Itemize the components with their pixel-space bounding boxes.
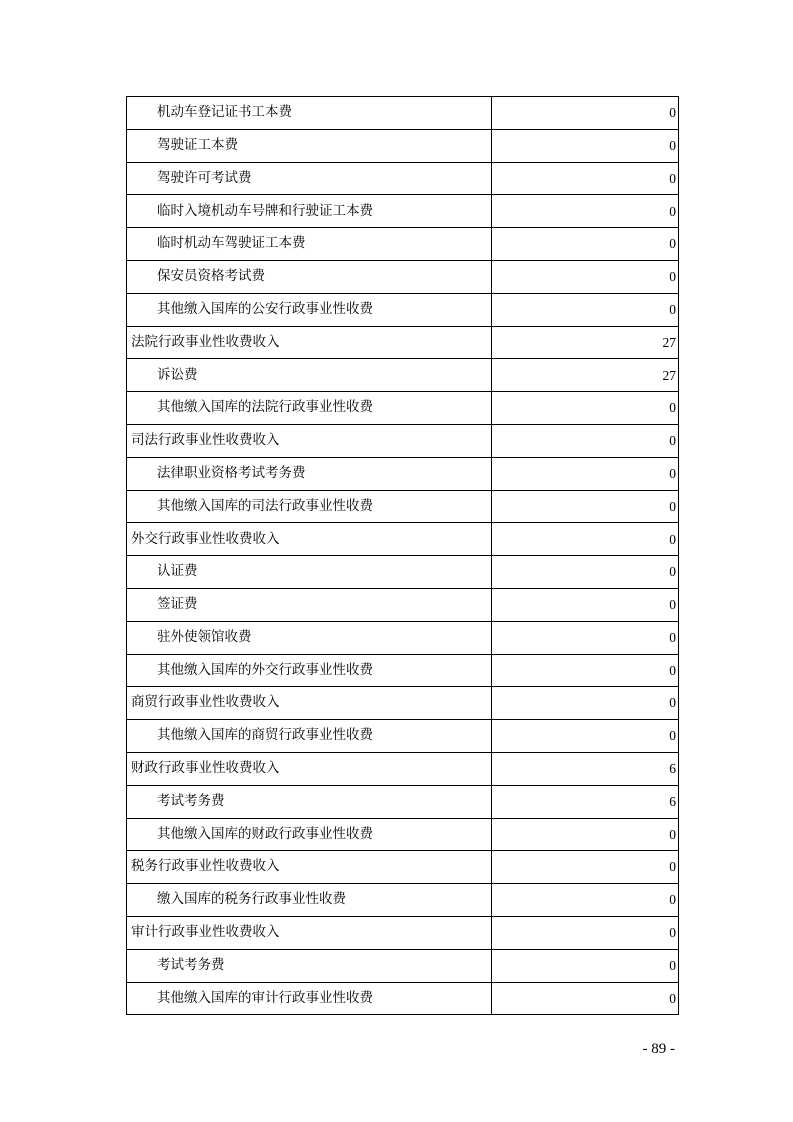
item-value-cell: 0 [492,162,679,195]
table-row [127,228,679,261]
item-name-cell: 其他缴入国库的司法行政事业性收费 [127,490,492,523]
item-value-cell: 27 [492,326,679,359]
item-value-cell: 0 [492,490,679,523]
item-value-cell: 0 [492,129,679,162]
table-row [127,424,679,457]
table-row [127,162,679,195]
item-name-cell: 临时机动车驾驶证工本费 [127,228,492,261]
item-name-cell: 签证费 [127,588,492,621]
table-row [127,752,679,785]
table-row [127,260,679,293]
item-name-cell: 机动车登记证书工本费 [127,97,492,130]
item-name-cell: 法律职业资格考试考务费 [127,457,492,490]
item-value-cell: 0 [492,654,679,687]
table-row [127,129,679,162]
table-row [127,195,679,228]
item-name-cell: 财政行政事业性收费收入 [127,752,492,785]
table-row [127,851,679,884]
table-row [127,97,679,130]
table-row [127,785,679,818]
item-name-cell: 保安员资格考试费 [127,260,492,293]
item-name-cell: 审计行政事业性收费收入 [127,916,492,949]
item-name-cell: 税务行政事业性收费收入 [127,851,492,884]
item-name-cell: 其他缴入国库的外交行政事业性收费 [127,654,492,687]
item-name-cell: 司法行政事业性收费收入 [127,424,492,457]
item-value-cell: 0 [492,392,679,425]
item-value-cell: 27 [492,359,679,392]
table-row [127,523,679,556]
item-name-cell: 临时入境机动车号牌和行驶证工本费 [127,195,492,228]
item-name-cell: 认证费 [127,556,492,589]
item-value-cell: 0 [492,687,679,720]
item-value-cell: 0 [492,982,679,1015]
item-name-cell: 其他缴入国库的财政行政事业性收费 [127,818,492,851]
item-name-cell: 外交行政事业性收费收入 [127,523,492,556]
item-value-cell: 6 [492,785,679,818]
table-row [127,687,679,720]
table-row [127,818,679,851]
item-name-cell: 其他缴入国库的审计行政事业性收费 [127,982,492,1015]
table-row [127,621,679,654]
table-row [127,359,679,392]
item-value-cell: 0 [492,195,679,228]
item-name-cell: 驾驶许可考试费 [127,162,492,195]
item-value-cell: 0 [492,457,679,490]
item-name-cell: 其他缴入国库的法院行政事业性收费 [127,392,492,425]
item-name-cell: 考试考务费 [127,785,492,818]
item-value-cell: 0 [492,720,679,753]
item-value-cell: 0 [492,556,679,589]
table-row [127,588,679,621]
table-row [127,654,679,687]
page-number: - 89 - [642,1041,675,1057]
item-value-cell: 0 [492,260,679,293]
revenue-table-body [127,97,679,1015]
table-row [127,982,679,1015]
item-value-cell: 0 [492,621,679,654]
item-name-cell: 诉讼费 [127,359,492,392]
item-name-cell: 其他缴入国库的公安行政事业性收费 [127,293,492,326]
item-name-cell: 考试考务费 [127,949,492,982]
item-name-cell: 其他缴入国库的商贸行政事业性收费 [127,720,492,753]
table-row [127,326,679,359]
item-name-cell: 驾驶证工本费 [127,129,492,162]
item-value-cell: 0 [492,424,679,457]
table-row [127,884,679,917]
item-value-cell: 0 [492,818,679,851]
table-row [127,293,679,326]
table-row [127,720,679,753]
item-value-cell: 0 [492,916,679,949]
item-name-cell: 商贸行政事业性收费收入 [127,687,492,720]
item-value-cell: 0 [492,884,679,917]
item-name-cell: 法院行政事业性收费收入 [127,326,492,359]
revenue-table [126,96,679,1015]
item-value-cell: 6 [492,752,679,785]
item-value-cell: 0 [492,97,679,130]
item-value-cell: 0 [492,228,679,261]
item-value-cell: 0 [492,851,679,884]
item-name-cell: 驻外使领馆收费 [127,621,492,654]
table-row [127,556,679,589]
item-name-cell: 缴入国库的税务行政事业性收费 [127,884,492,917]
table-row [127,457,679,490]
table-row [127,916,679,949]
item-value-cell: 0 [492,949,679,982]
item-value-cell: 0 [492,293,679,326]
item-value-cell: 0 [492,523,679,556]
item-value-cell: 0 [492,588,679,621]
table-row [127,392,679,425]
table-row [127,490,679,523]
table-row [127,949,679,982]
